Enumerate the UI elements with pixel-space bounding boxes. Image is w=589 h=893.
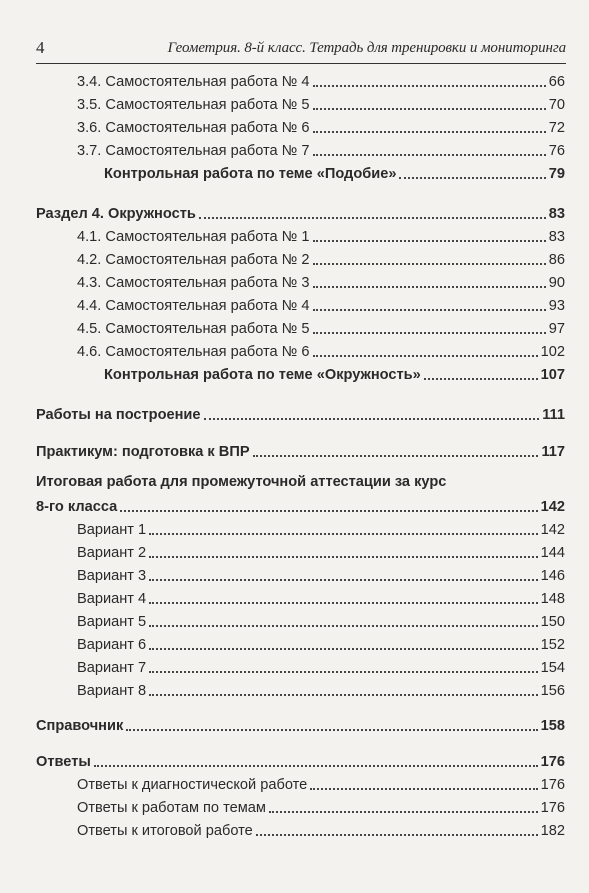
toc-section	[36, 202, 565, 224]
toc-entry-page: 156	[540, 683, 565, 699]
dot-leader	[149, 602, 537, 604]
running-title: Геометрия. 8-й класс. Тетрадь для тренировки и мониторинга	[167, 40, 566, 56]
toc-entry-label: 3.7. Самостоятельная работа № 7	[77, 143, 310, 159]
toc-entry	[77, 340, 565, 362]
toc-entry-label: Итоговая работа для промежуточной аттестации за курс	[36, 474, 447, 490]
toc-entry-page: 86	[548, 252, 565, 268]
toc-section	[36, 403, 565, 425]
toc-entry-label: Вариант 6	[77, 637, 147, 653]
dot-leader	[313, 263, 546, 265]
toc-section	[36, 750, 565, 772]
toc-entry	[77, 773, 565, 795]
dot-leader	[94, 765, 538, 767]
page-header	[36, 38, 566, 62]
toc-entry-page: 93	[548, 298, 565, 314]
toc-entry-page: 176	[540, 800, 565, 816]
toc-entry-label: 3.5. Самостоятельная работа № 5	[77, 97, 310, 113]
toc-entry-page: 142	[540, 522, 565, 538]
toc-entry-label: 8-го класса	[36, 499, 118, 515]
toc-entry-label: Работы на построение	[36, 407, 201, 423]
toc-entry	[77, 271, 565, 293]
toc-entry-page: 102	[540, 344, 565, 360]
toc-entry-label: Вариант 7	[77, 660, 147, 676]
dot-leader	[313, 131, 546, 133]
dot-leader	[149, 556, 537, 558]
dot-leader	[313, 355, 538, 357]
dot-leader	[199, 217, 546, 219]
dot-leader	[253, 455, 539, 457]
toc-entry-label: 4.5. Самостоятельная работа № 5	[77, 321, 310, 337]
toc-entry	[77, 93, 565, 115]
toc-entry-page: 72	[548, 120, 565, 136]
toc-entry	[77, 679, 565, 701]
dot-leader	[149, 671, 537, 673]
toc-entry	[77, 317, 565, 339]
toc-entry-label: Контрольная работа по теме «Подобие»	[104, 166, 397, 182]
dot-leader	[269, 811, 538, 813]
toc-entry-label: Ответы	[36, 754, 91, 770]
toc-entry	[77, 564, 565, 586]
dot-leader	[313, 332, 546, 334]
toc-entry	[77, 633, 565, 655]
toc-entry-label: Вариант 5	[77, 614, 147, 630]
toc-entry-label: Практикум: подготовка к ВПР	[36, 444, 250, 460]
dot-leader	[149, 579, 537, 581]
toc-entry-page: 142	[540, 499, 565, 515]
dot-leader	[149, 625, 537, 627]
toc-entry-page: 111	[542, 407, 565, 423]
toc-entry-label: 4.6. Самостоятельная работа № 6	[77, 344, 310, 360]
dot-leader	[313, 108, 546, 110]
toc-entry-page: 97	[548, 321, 565, 337]
toc-entry-label: Вариант 3	[77, 568, 147, 584]
toc-entry-label: Справочник	[36, 718, 124, 734]
toc-entry-label: 4.3. Самостоятельная работа № 3	[77, 275, 310, 291]
toc-entry	[77, 610, 565, 632]
dot-leader	[126, 729, 537, 731]
toc-entry-page: 90	[548, 275, 565, 291]
dot-leader	[256, 834, 538, 836]
toc-entry	[77, 518, 565, 540]
header-rule	[36, 63, 566, 64]
dot-leader	[399, 177, 545, 179]
dot-leader	[149, 694, 537, 696]
toc-entry-page: 107	[540, 367, 565, 383]
toc-entry	[77, 139, 565, 161]
toc-entry-page: 182	[540, 823, 565, 839]
toc-section	[36, 440, 565, 462]
toc-entry-label: 4.4. Самостоятельная работа № 4	[77, 298, 310, 314]
toc-entry-page: 150	[540, 614, 565, 630]
toc-entry-page: 176	[540, 777, 565, 793]
toc-entry-label: Вариант 8	[77, 683, 147, 699]
toc-entry	[77, 656, 565, 678]
toc-entry-page: 70	[548, 97, 565, 113]
dot-leader	[313, 85, 546, 87]
toc-entry	[104, 162, 565, 184]
toc-entry-label: Вариант 2	[77, 545, 147, 561]
toc-entry	[77, 70, 565, 92]
toc-entry-page: 154	[540, 660, 565, 676]
toc-entry-page: 76	[548, 143, 565, 159]
toc-entry	[77, 225, 565, 247]
dot-leader	[204, 418, 540, 420]
toc-entry-page: 176	[540, 754, 565, 770]
toc-entry-label: Ответы к итоговой работе	[77, 823, 253, 839]
dot-leader	[120, 510, 537, 512]
toc-entry-page: 146	[540, 568, 565, 584]
toc-entry	[104, 363, 565, 385]
toc-entry	[77, 116, 565, 138]
toc-entry-label: 3.4. Самостоятельная работа № 4	[77, 74, 310, 90]
dot-leader	[424, 378, 538, 380]
toc-entry-page: 158	[540, 718, 565, 734]
toc-entry	[77, 294, 565, 316]
toc-entry-page: 79	[548, 166, 565, 182]
toc-entry-page: 152	[540, 637, 565, 653]
toc-entry	[77, 796, 565, 818]
toc-entry-page: 148	[540, 591, 565, 607]
toc-entry-label: 3.6. Самостоятельная работа № 6	[77, 120, 310, 136]
toc-entry-label: Вариант 4	[77, 591, 147, 607]
toc-entry	[77, 819, 565, 841]
toc-entry	[77, 248, 565, 270]
toc-entry-label: Раздел 4. Окружность	[36, 206, 196, 222]
toc-entry-page: 66	[548, 74, 565, 90]
toc-entry-label: Ответы к диагностической работе	[77, 777, 308, 793]
dot-leader	[313, 286, 546, 288]
toc-entry-label: Контрольная работа по теме «Окружность»	[104, 367, 421, 383]
toc-entry-page: 117	[541, 444, 565, 460]
toc-section	[36, 714, 565, 736]
toc-entry-page: 83	[548, 229, 565, 245]
toc-entry-label: Вариант 1	[77, 522, 147, 538]
page-number: 4	[36, 38, 45, 57]
dot-leader	[313, 240, 546, 242]
toc-entry-page: 144	[540, 545, 565, 561]
toc-entry-label: 4.1. Самостоятельная работа № 1	[77, 229, 310, 245]
toc-entry-page: 83	[548, 206, 565, 222]
toc-section-heading	[36, 470, 446, 492]
toc-section	[36, 495, 565, 517]
dot-leader	[310, 788, 537, 790]
toc-entry	[77, 541, 565, 563]
dot-leader	[149, 648, 537, 650]
dot-leader	[313, 309, 546, 311]
toc-entry-label: 4.2. Самостоятельная работа № 2	[77, 252, 310, 268]
toc-entry	[77, 587, 565, 609]
dot-leader	[149, 533, 537, 535]
toc-entry-label: Ответы к работам по темам	[77, 800, 266, 816]
dot-leader	[313, 154, 546, 156]
